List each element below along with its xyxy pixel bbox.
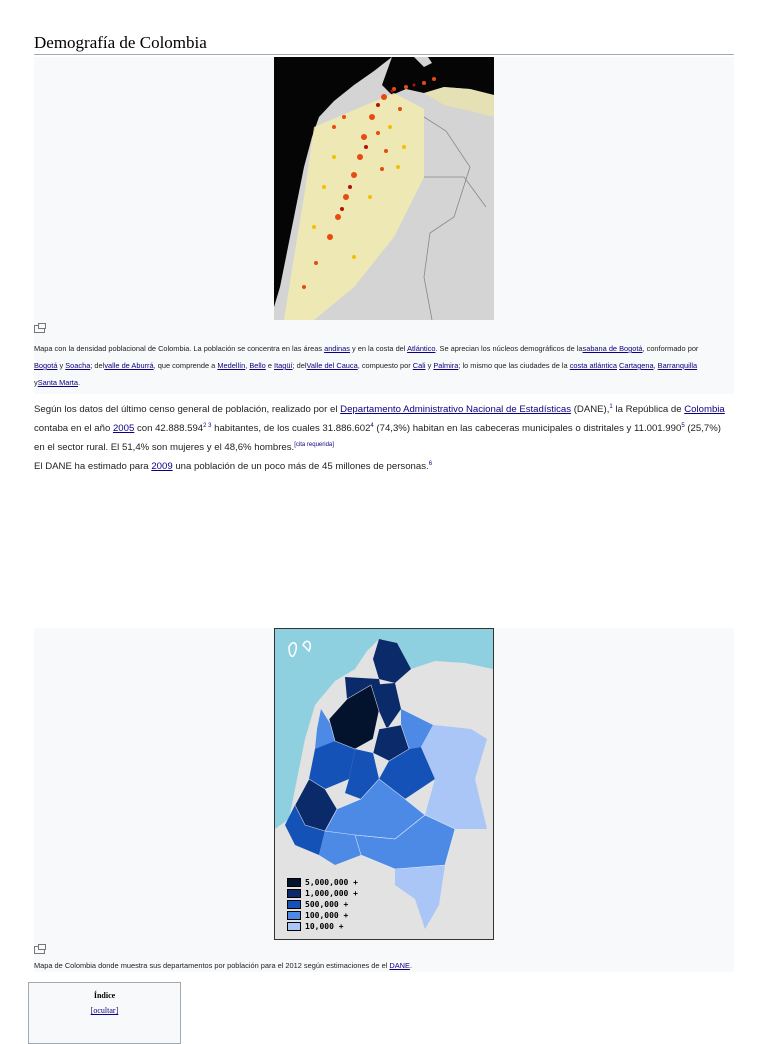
inline-link[interactable]: andinas [324,344,350,353]
text-run: ; del [292,361,307,370]
legend-label: 100,000 + [305,911,349,920]
enlarge-icon[interactable] [34,946,45,956]
reference-marker[interactable]: 5 [681,423,685,430]
text-run: Mapa con la densidad poblacional de Colombia. La población se concentra en las áreas [34,344,325,353]
text-run: (74,3%) habitan en las cabeceras municipales o distritales y 11.001.990 [373,423,682,435]
toc-toggle-link[interactable]: [ocultar] [90,1006,119,1015]
text-run: ; del [90,361,105,370]
legend-swatch [287,889,301,898]
inline-link[interactable]: Soacha [65,361,91,370]
inline-link[interactable]: Medellín [217,361,246,370]
text-run: El DANE ha estimado para [34,461,152,473]
legend-label: 10,000 + [305,922,344,931]
legend-label: 500,000 + [305,900,349,909]
text-run: . [77,378,81,387]
inline-link[interactable]: Itagüí [274,361,293,370]
text-run: la República de [612,404,685,416]
text-run: , compuesto por [357,361,413,370]
text-run: Según los datos del último censo general de población, realizado por el [34,404,341,416]
text-run: e [265,361,275,370]
inline-link[interactable]: Bello [249,361,266,370]
toc-toggle [29,1006,180,1015]
legend-label: 5,000,000 + [305,878,358,887]
text-run: (25,7%) en el sector rural. El 51,4% son mujeres y el 48,6% hombres. [34,423,721,454]
population-density-map[interactable] [274,57,494,320]
page-title: Demografía de Colombia [34,33,734,55]
inline-link[interactable]: valle de Aburrá [104,361,154,370]
inline-link[interactable]: Valle del Cauca [306,361,358,370]
figure1-caption [34,340,716,391]
toc-title: Índice [93,991,116,1000]
inline-link[interactable]: Cali [412,361,426,370]
text-run: habitantes, de los cuales 31.886.602 [211,423,371,435]
inline-link[interactable]: costa atlántica [569,361,617,370]
figure2-caption-text: Mapa de Colombia donde muestra sus departamentos por población para el 2012 según estimaciones de el [34,961,390,970]
legend-label: 1,000,000 + [305,889,358,898]
figure2-caption [34,961,412,970]
paragraph-census [34,399,734,457]
text-run: y [425,361,434,370]
inline-link[interactable]: Bogotá [34,361,58,370]
text-run: (DANE), [571,404,610,416]
legend-swatch [287,900,301,909]
inline-link[interactable]: sabana de Bogotá [582,344,643,353]
reference-marker[interactable]: 2 3 [203,423,212,430]
map-legend [287,877,358,932]
reference-marker[interactable]: [cita requerida] [294,442,334,449]
population-density-figure [34,57,734,394]
text-run: ; lo mismo que las ciudades de la [458,361,570,370]
legend-entry [287,910,358,921]
text-run: . Se aprecian los núcleos demográficos de la [435,344,583,353]
text-run: y [57,361,66,370]
text-run: y en la costa del [349,344,408,353]
reference-marker[interactable]: 4 [370,423,374,430]
legend-entry [287,888,358,899]
table-of-contents [28,982,181,1044]
text-run: y [34,378,38,387]
text-run: , que comprende a [153,361,218,370]
dane-link[interactable]: DANE [389,961,410,970]
text-run: , [653,361,658,370]
density-map-graphic [274,57,494,320]
inline-link[interactable]: Colombia [684,404,725,416]
enlarge-icon[interactable] [34,325,45,335]
legend-swatch [287,922,301,931]
inline-link[interactable]: 2005 [112,423,135,435]
reference-marker[interactable]: 1 [609,404,613,410]
inline-link[interactable]: Atlántico [407,344,436,353]
legend-entry [287,899,358,910]
text-run: contaba en el año [34,423,113,435]
inline-link[interactable]: Barranquilla [657,361,698,370]
text-run: , conformado por [642,344,699,353]
inline-link[interactable]: Cartagena [619,361,654,370]
legend-entry [287,921,358,932]
legend-swatch [287,911,301,920]
reference-marker[interactable]: 6 [428,461,433,467]
department-population-figure [34,628,734,972]
text-run: , [245,361,250,370]
inline-link[interactable]: Palmira [433,361,459,370]
figure2-caption-end: . [409,961,412,970]
inline-link[interactable]: 2009 [151,461,173,473]
legend-swatch [287,878,301,887]
text-run: con 42.888.594 [134,423,204,435]
department-population-map[interactable] [274,628,494,940]
text-run: una población de un poco más de 45 millones de personas. [172,461,429,473]
legend-entry [287,877,358,888]
paragraph-estimate [34,456,734,475]
inline-link[interactable]: Santa Marta [37,378,78,387]
inline-link[interactable]: Departamento Administrativo Nacional de Estadísticas [340,404,572,416]
